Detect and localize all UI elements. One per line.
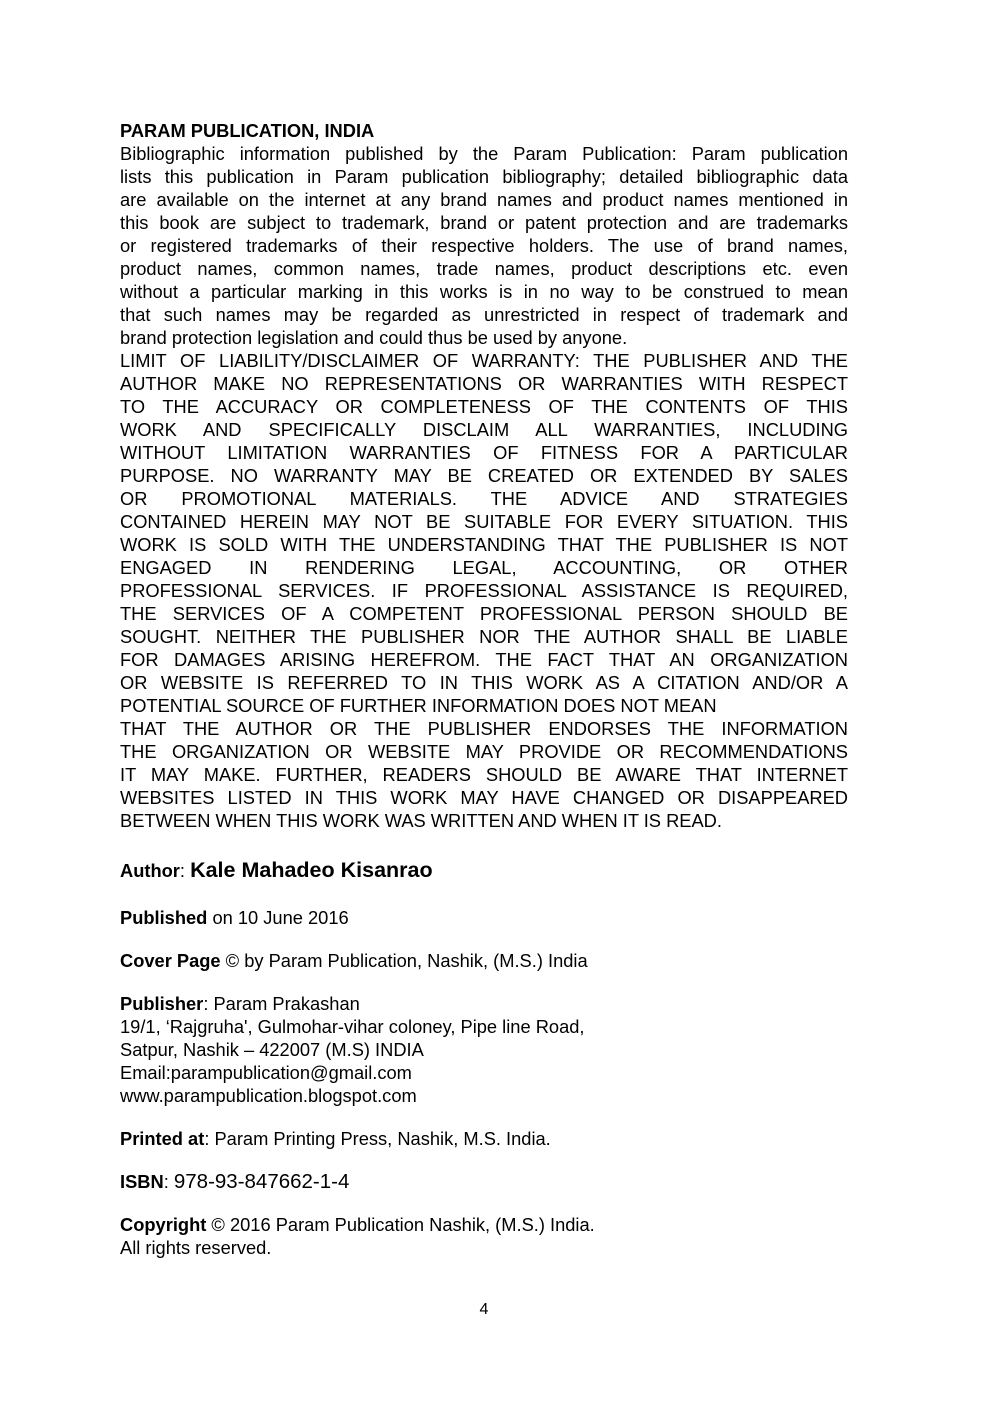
isbn-label: ISBN [120,1171,164,1192]
bibliographic-line: that such names may be regarded as unrestricted in respect of trademark and [120,304,848,325]
disclaimer-line: TO THE ACCURACY OR COMPLETENESS OF THE CONTENTS OF THIS [120,396,848,417]
publisher-website: www.parampublication.blogspot.com [120,1085,417,1106]
publisher-address-line-2: Satpur, Nashik – 422007 (M.S) INDIA [120,1039,424,1060]
disclaimer-line: WORK AND SPECIFICALLY DISCLAIM ALL WARRANTIES, INCLUDING [120,419,848,440]
disclaimer-line: BETWEEN WHEN THIS WORK WAS WRITTEN AND WHEN IT IS READ. [120,810,722,831]
bibliographic-line: without a particular marking in this works is in no way to be construed to mean [120,281,848,302]
author-line [120,855,848,886]
publisher-value: : Param Prakashan [203,993,360,1014]
disclaimer-line: OR WEBSITE IS REFERRED TO IN THIS WORK AS A CITATION AND/OR A [120,672,848,693]
disclaimer-line: WORK IS SOLD WITH THE UNDERSTANDING THAT THE PUBLISHER IS NOT [120,534,848,555]
bibliographic-paragraph [120,142,848,349]
publisher-email: Email:parampublication@gmail.com [120,1062,412,1083]
isbn-line [120,1170,848,1193]
printed-at-label: Printed at [120,1128,205,1149]
copyright-block [120,1213,848,1259]
disclaimer-line: LIMIT OF LIABILITY/DISCLAIMER OF WARRANTY: THE PUBLISHER AND THE [120,350,848,371]
disclaimer-line: IT MAY MAKE. FURTHER, READERS SHOULD BE AWARE THAT INTERNET [120,764,848,785]
disclaimer-line: ENGAGED IN RENDERING LEGAL, ACCOUNTING, OR OTHER [120,557,848,578]
disclaimer-line: OR PROMOTIONAL MATERIALS. THE ADVICE AND STRATEGIES [120,488,848,509]
disclaimer-paragraph [120,349,848,832]
copyright-rights: All rights reserved. [120,1237,272,1258]
disclaimer-line: THAT THE AUTHOR OR THE PUBLISHER ENDORSES THE INFORMATION [120,718,848,739]
cover-page-label: Cover Page [120,950,221,971]
disclaimer-line: AUTHOR MAKE NO REPRESENTATIONS OR WARRANTIES WITH RESPECT [120,373,848,394]
page-number: 4 [479,1301,489,1318]
author-name: Kale Mahadeo Kisanrao [190,858,433,882]
disclaimer-line: THE SERVICES OF A COMPETENT PROFESSIONAL PERSON SHOULD BE [120,603,848,624]
disclaimer-line: FOR DAMAGES ARISING HEREFROM. THE FACT THAT AN ORGANIZATION [120,649,848,670]
publisher-address-line-1: 19/1, ‘Rajgruha', Gulmohar-vihar coloney, Pipe line Road, [120,1016,585,1037]
cover-page-value: © by Param Publication, Nashik, (M.S.) India [220,950,588,971]
bibliographic-line: lists this publication in Param publication bibliography; detailed bibliographic data [120,166,848,187]
published-line [120,906,848,929]
author-separator: : [179,860,191,881]
publisher-heading: PARAM PUBLICATION, INDIA [120,120,375,141]
printed-at-value: : Param Printing Press, Nashik, M.S. India. [204,1128,551,1149]
bibliographic-line: are available on the internet at any brand names and product names mentioned in [120,189,848,210]
copyright-line [120,1213,848,1236]
printed-at-line [120,1127,848,1150]
disclaimer-line: POTENTIAL SOURCE OF FURTHER INFORMATION DOES NOT MEAN [120,695,717,716]
publisher-block [120,992,848,1107]
disclaimer-line: CONTAINED HEREIN MAY NOT BE SUITABLE FOR EVERY SITUATION. THIS [120,511,848,532]
published-label: Published [120,907,208,928]
published-value: on 10 June 2016 [207,907,349,928]
copyright-value: © 2016 Param Publication Nashik, (M.S.) India. [206,1214,595,1235]
disclaimer-line: PROFESSIONAL SERVICES. IF PROFESSIONAL ASSISTANCE IS REQUIRED, [120,580,848,601]
disclaimer-line: WITHOUT LIMITATION WARRANTIES OF FITNESS FOR A PARTICULAR [120,442,848,463]
bibliographic-line: product names, common names, trade names, product descriptions etc. even [120,258,848,279]
publisher-line [120,992,848,1015]
bibliographic-line: this book are subject to trademark, brand or patent protection and are trademarks [120,212,848,233]
disclaimer-line: THE ORGANIZATION OR WEBSITE MAY PROVIDE OR RECOMMENDATIONS [120,741,848,762]
isbn-value: 978-93-847662-1-4 [173,1170,350,1193]
disclaimer-line: WEBSITES LISTED IN THIS WORK MAY HAVE CHANGED OR DISAPPEARED [120,787,848,808]
disclaimer-line: PURPOSE. NO WARRANTY MAY BE CREATED OR EXTENDED BY SALES [120,465,848,486]
page-content [120,119,848,1259]
cover-page-line [120,949,848,972]
bibliographic-line: Bibliographic information published by the Param Publication: Param publication [120,143,848,164]
bibliographic-line: brand protection legislation and could thus be used by anyone. [120,327,628,348]
bibliographic-line: or registered trademarks of their respective holders. The use of brand names, [120,235,848,256]
copyright-label: Copyright [120,1214,207,1235]
author-label: Author [120,860,180,881]
publisher-label: Publisher [120,993,204,1014]
disclaimer-line: SOUGHT. NEITHER THE PUBLISHER NOR THE AUTHOR SHALL BE LIABLE [120,626,848,647]
isbn-separator: : [163,1171,174,1192]
